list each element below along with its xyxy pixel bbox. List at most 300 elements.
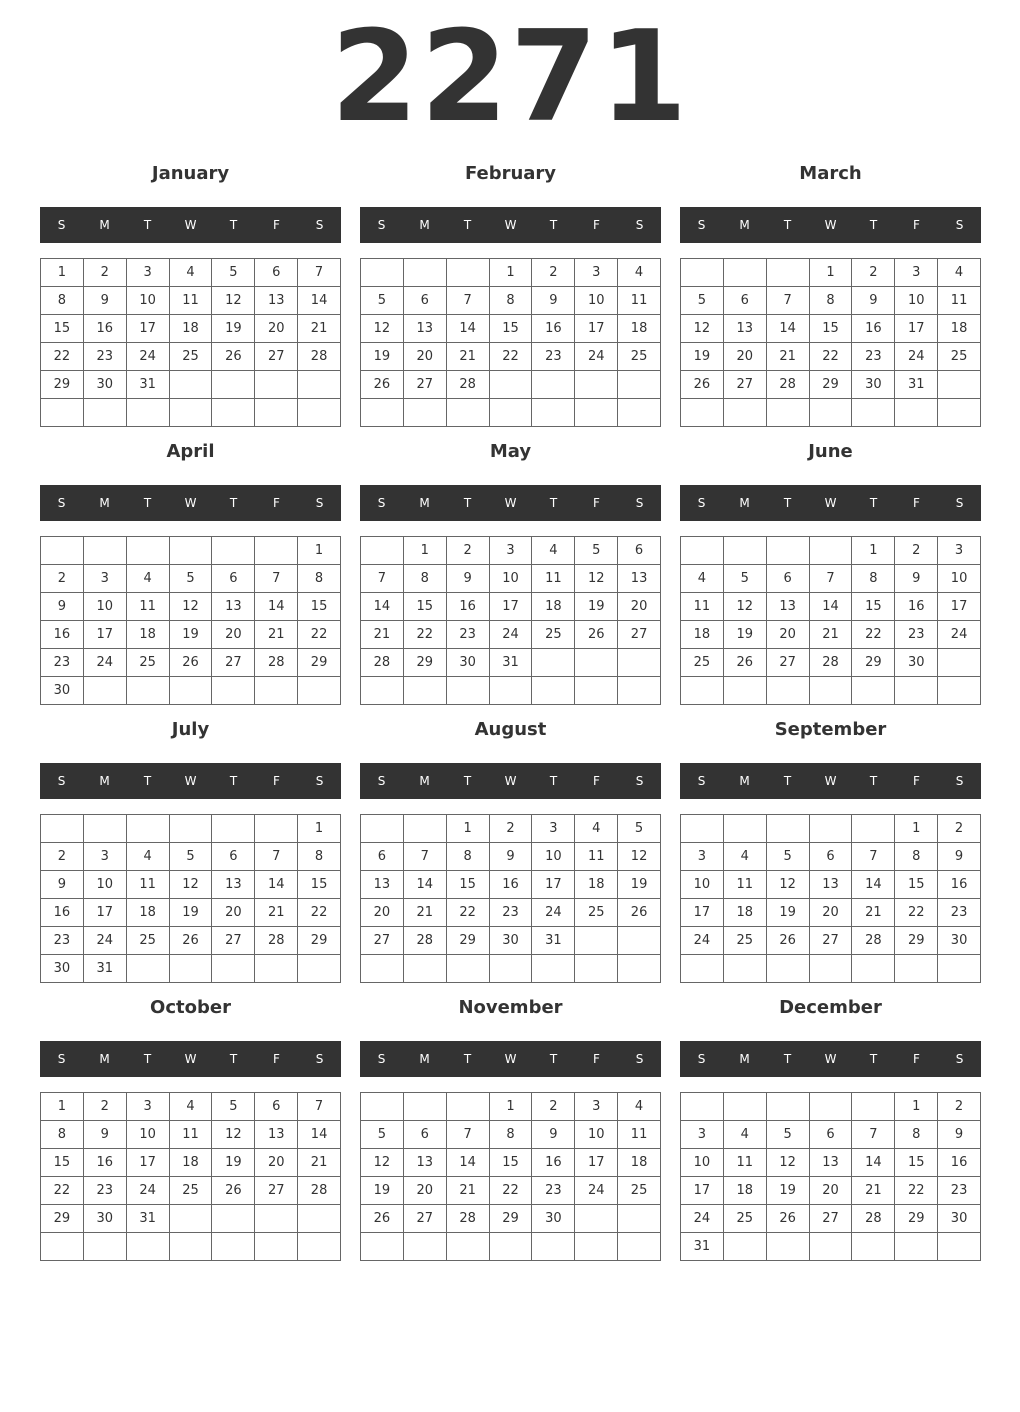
day-cell: 20 [361, 899, 404, 927]
weekday-label: M [419, 496, 430, 510]
day-cell: 13 [404, 1149, 447, 1177]
day-cell: 21 [852, 899, 895, 927]
weekday-label: S [697, 1052, 706, 1066]
day-cell: 25 [532, 621, 575, 649]
day-cell [810, 1233, 853, 1261]
day-cell: 19 [170, 899, 213, 927]
weekday-header [680, 763, 981, 799]
day-cell: 26 [361, 1205, 404, 1233]
weekday-label: W [504, 218, 517, 232]
day-cell: 27 [810, 1205, 853, 1233]
day-cell: 19 [212, 1149, 255, 1177]
day-cell: 11 [618, 287, 661, 315]
weekday-label: M [419, 774, 430, 788]
day-cell [41, 399, 84, 427]
weekday-label: M [739, 218, 750, 232]
day-cell: 14 [298, 1121, 341, 1149]
weekday-label: S [57, 218, 66, 232]
day-cell: 15 [895, 871, 938, 899]
day-cell: 18 [618, 1149, 661, 1177]
day-cell [575, 1233, 618, 1261]
day-cell: 11 [575, 843, 618, 871]
day-cell: 12 [361, 1149, 404, 1177]
day-cell: 20 [212, 899, 255, 927]
day-cell [361, 399, 404, 427]
day-cell [170, 677, 213, 705]
day-cell: 17 [681, 1177, 724, 1205]
day-cell: 24 [895, 343, 938, 371]
day-cell: 9 [84, 287, 127, 315]
day-cell: 5 [212, 1093, 255, 1121]
day-cell [361, 815, 404, 843]
weekday-label: S [635, 774, 644, 788]
day-cell [532, 649, 575, 677]
day-cell: 23 [84, 1177, 127, 1205]
day-cell: 3 [127, 259, 170, 287]
day-cell [852, 677, 895, 705]
day-grid [360, 1092, 661, 1261]
day-cell: 7 [298, 259, 341, 287]
day-cell [361, 677, 404, 705]
day-cell: 21 [404, 899, 447, 927]
day-cell: 1 [404, 537, 447, 565]
day-cell [810, 399, 853, 427]
day-cell: 24 [127, 1177, 170, 1205]
day-cell [681, 259, 724, 287]
day-cell: 26 [212, 1177, 255, 1205]
day-cell: 12 [212, 1121, 255, 1149]
day-cell: 11 [532, 565, 575, 593]
day-cell [895, 1233, 938, 1261]
weekday-label: T [463, 218, 472, 232]
day-cell [404, 677, 447, 705]
day-cell: 12 [575, 565, 618, 593]
day-cell: 2 [41, 843, 84, 871]
day-cell: 24 [490, 621, 533, 649]
day-cell: 8 [41, 1121, 84, 1149]
day-cell: 19 [361, 343, 404, 371]
day-cell: 28 [361, 649, 404, 677]
day-cell: 29 [490, 1205, 533, 1233]
day-cell: 29 [895, 1205, 938, 1233]
day-cell: 11 [127, 871, 170, 899]
day-cell [575, 649, 618, 677]
day-cell: 22 [41, 343, 84, 371]
day-cell [490, 399, 533, 427]
day-cell: 5 [724, 565, 767, 593]
day-cell [895, 399, 938, 427]
day-cell: 20 [255, 1149, 298, 1177]
day-cell [361, 955, 404, 983]
day-cell: 29 [852, 649, 895, 677]
weekday-label: T [869, 1052, 878, 1066]
day-cell: 7 [361, 565, 404, 593]
day-cell [681, 537, 724, 565]
weekday-header [360, 207, 661, 243]
day-cell: 28 [255, 649, 298, 677]
day-cell: 7 [404, 843, 447, 871]
weekday-label: S [315, 1052, 324, 1066]
day-cell [84, 399, 127, 427]
month-calendar [40, 159, 341, 429]
day-cell: 26 [361, 371, 404, 399]
day-cell [212, 537, 255, 565]
day-cell: 8 [490, 1121, 533, 1149]
day-cell: 3 [490, 537, 533, 565]
day-cell: 14 [255, 593, 298, 621]
day-cell [404, 399, 447, 427]
day-cell: 25 [127, 649, 170, 677]
day-cell: 16 [852, 315, 895, 343]
day-cell [618, 927, 661, 955]
day-cell: 1 [895, 815, 938, 843]
day-cell: 19 [361, 1177, 404, 1205]
weekday-label: S [315, 218, 324, 232]
day-cell: 12 [170, 593, 213, 621]
day-cell [212, 1205, 255, 1233]
day-cell: 26 [170, 649, 213, 677]
day-cell [767, 955, 810, 983]
day-cell: 30 [447, 649, 490, 677]
day-cell: 22 [404, 621, 447, 649]
day-cell: 6 [212, 843, 255, 871]
day-cell [724, 1093, 767, 1121]
day-cell: 5 [212, 259, 255, 287]
day-cell: 19 [724, 621, 767, 649]
day-cell: 10 [575, 287, 618, 315]
day-cell: 11 [170, 1121, 213, 1149]
weekday-label: F [273, 218, 280, 232]
weekday-label: T [549, 496, 558, 510]
day-cell [618, 399, 661, 427]
day-cell [724, 677, 767, 705]
day-cell: 16 [490, 871, 533, 899]
weekday-label: F [593, 1052, 600, 1066]
month-calendar [680, 715, 981, 985]
day-cell: 28 [767, 371, 810, 399]
month-calendar [680, 437, 981, 707]
day-cell: 10 [681, 871, 724, 899]
day-cell: 9 [852, 287, 895, 315]
day-cell: 22 [810, 343, 853, 371]
day-cell: 13 [361, 871, 404, 899]
day-cell [938, 649, 981, 677]
day-cell: 3 [84, 843, 127, 871]
day-cell: 1 [41, 259, 84, 287]
day-cell: 5 [170, 843, 213, 871]
day-cell [852, 1233, 895, 1261]
day-cell: 31 [127, 371, 170, 399]
day-cell [618, 1233, 661, 1261]
day-cell: 25 [170, 343, 213, 371]
day-cell: 30 [41, 677, 84, 705]
day-cell [127, 537, 170, 565]
day-cell: 15 [298, 871, 341, 899]
day-cell: 8 [895, 1121, 938, 1149]
day-cell: 27 [404, 371, 447, 399]
weekday-header [360, 485, 661, 521]
weekday-label: F [593, 496, 600, 510]
day-cell [170, 1233, 213, 1261]
day-cell: 11 [170, 287, 213, 315]
day-cell: 29 [41, 1205, 84, 1233]
weekday-label: S [697, 496, 706, 510]
weekday-header [40, 763, 341, 799]
weekday-label: S [315, 496, 324, 510]
day-cell: 15 [41, 315, 84, 343]
weekday-label: F [913, 218, 920, 232]
weekday-label: T [229, 1052, 238, 1066]
day-cell: 20 [810, 899, 853, 927]
day-cell: 21 [298, 1149, 341, 1177]
day-cell: 26 [724, 649, 767, 677]
day-cell [618, 1205, 661, 1233]
day-cell [575, 927, 618, 955]
day-cell: 6 [767, 565, 810, 593]
day-cell: 26 [212, 343, 255, 371]
day-cell: 18 [170, 315, 213, 343]
day-cell: 13 [810, 1149, 853, 1177]
weekday-label: M [99, 1052, 110, 1066]
day-cell: 20 [404, 1177, 447, 1205]
weekday-label: S [377, 218, 386, 232]
weekday-label: W [184, 218, 197, 232]
weekday-header [680, 207, 981, 243]
day-cell [724, 399, 767, 427]
day-cell: 17 [575, 1149, 618, 1177]
day-cell: 15 [447, 871, 490, 899]
day-cell: 22 [447, 899, 490, 927]
weekday-label: W [824, 774, 837, 788]
day-cell: 4 [575, 815, 618, 843]
month-calendar [360, 993, 661, 1263]
day-cell: 4 [532, 537, 575, 565]
day-cell [255, 677, 298, 705]
day-cell: 17 [532, 871, 575, 899]
weekday-label: M [739, 1052, 750, 1066]
day-cell [724, 259, 767, 287]
day-cell: 31 [84, 955, 127, 983]
day-cell: 5 [618, 815, 661, 843]
weekday-label: W [824, 496, 837, 510]
day-cell: 29 [298, 927, 341, 955]
day-cell: 26 [170, 927, 213, 955]
weekday-label: F [593, 774, 600, 788]
day-cell: 15 [895, 1149, 938, 1177]
day-cell: 27 [255, 1177, 298, 1205]
day-cell: 6 [810, 1121, 853, 1149]
day-cell: 10 [895, 287, 938, 315]
weekday-header [360, 763, 661, 799]
day-cell: 19 [681, 343, 724, 371]
day-cell [532, 677, 575, 705]
day-cell: 12 [618, 843, 661, 871]
day-cell [490, 677, 533, 705]
weekday-header [360, 1041, 661, 1077]
weekday-label: M [419, 1052, 430, 1066]
day-cell [575, 955, 618, 983]
day-cell: 2 [490, 815, 533, 843]
day-cell: 11 [618, 1121, 661, 1149]
day-cell: 24 [938, 621, 981, 649]
month-calendar [360, 159, 661, 429]
month-name: December [779, 997, 882, 1018]
weekday-label: T [869, 496, 878, 510]
day-cell: 28 [852, 1205, 895, 1233]
day-cell: 3 [127, 1093, 170, 1121]
day-cell: 21 [255, 899, 298, 927]
day-cell: 9 [490, 843, 533, 871]
day-cell: 15 [41, 1149, 84, 1177]
day-cell: 7 [255, 565, 298, 593]
weekday-header [40, 207, 341, 243]
day-cell: 24 [84, 927, 127, 955]
day-cell: 30 [532, 1205, 575, 1233]
day-cell: 12 [681, 315, 724, 343]
day-cell: 17 [681, 899, 724, 927]
weekday-label: W [504, 1052, 517, 1066]
day-cell [41, 1233, 84, 1261]
day-cell: 9 [41, 871, 84, 899]
day-cell: 28 [852, 927, 895, 955]
day-cell: 30 [852, 371, 895, 399]
day-cell: 21 [767, 343, 810, 371]
day-cell: 30 [938, 927, 981, 955]
day-cell: 18 [532, 593, 575, 621]
weekday-label: T [463, 496, 472, 510]
weekday-label: S [57, 774, 66, 788]
day-cell [681, 1093, 724, 1121]
day-cell [895, 677, 938, 705]
weekday-label: F [593, 218, 600, 232]
day-cell: 30 [41, 955, 84, 983]
day-cell: 14 [852, 871, 895, 899]
day-cell: 15 [490, 1149, 533, 1177]
day-cell [127, 955, 170, 983]
day-cell: 10 [127, 287, 170, 315]
day-cell: 4 [618, 1093, 661, 1121]
day-cell: 3 [84, 565, 127, 593]
day-cell: 15 [404, 593, 447, 621]
day-cell: 27 [212, 927, 255, 955]
month-name: February [464, 163, 557, 184]
day-cell [404, 1093, 447, 1121]
day-cell: 20 [767, 621, 810, 649]
day-cell: 18 [127, 899, 170, 927]
day-cell [127, 677, 170, 705]
day-cell: 29 [447, 927, 490, 955]
weekday-label: M [739, 496, 750, 510]
day-cell: 16 [41, 899, 84, 927]
day-cell: 10 [84, 871, 127, 899]
day-cell: 8 [852, 565, 895, 593]
day-cell: 9 [532, 287, 575, 315]
day-cell [404, 259, 447, 287]
day-cell: 22 [298, 899, 341, 927]
day-cell [852, 1093, 895, 1121]
day-cell: 9 [447, 565, 490, 593]
day-cell: 27 [404, 1205, 447, 1233]
day-cell: 12 [212, 287, 255, 315]
day-cell [361, 1233, 404, 1261]
weekday-label: S [635, 496, 644, 510]
day-cell: 25 [724, 1205, 767, 1233]
day-cell: 19 [618, 871, 661, 899]
day-cell [618, 677, 661, 705]
day-cell: 21 [361, 621, 404, 649]
day-cell: 12 [767, 1149, 810, 1177]
day-cell: 31 [490, 649, 533, 677]
day-cell [298, 371, 341, 399]
day-cell: 21 [255, 621, 298, 649]
day-cell: 27 [810, 927, 853, 955]
day-cell [41, 537, 84, 565]
day-cell: 8 [490, 287, 533, 315]
weekday-label: T [783, 496, 792, 510]
day-cell: 16 [41, 621, 84, 649]
day-cell: 25 [170, 1177, 213, 1205]
day-cell [127, 1233, 170, 1261]
weekday-label: T [869, 774, 878, 788]
day-cell: 27 [212, 649, 255, 677]
day-cell [170, 537, 213, 565]
day-cell: 27 [361, 927, 404, 955]
day-cell: 3 [895, 259, 938, 287]
day-cell: 20 [724, 343, 767, 371]
day-cell: 19 [212, 315, 255, 343]
day-cell: 24 [84, 649, 127, 677]
month-name: August [474, 719, 547, 740]
day-cell: 20 [810, 1177, 853, 1205]
day-cell: 7 [298, 1093, 341, 1121]
weekday-label: T [143, 774, 152, 788]
day-cell: 21 [852, 1177, 895, 1205]
day-cell: 23 [938, 1177, 981, 1205]
day-cell: 14 [255, 871, 298, 899]
day-cell: 24 [532, 899, 575, 927]
day-cell: 24 [681, 927, 724, 955]
day-cell: 30 [84, 1205, 127, 1233]
day-cell [852, 955, 895, 983]
day-cell: 23 [447, 621, 490, 649]
day-cell: 2 [938, 815, 981, 843]
day-grid [680, 536, 981, 705]
day-cell: 29 [404, 649, 447, 677]
day-cell: 25 [575, 899, 618, 927]
month-name: May [489, 441, 532, 462]
day-cell [938, 955, 981, 983]
day-cell: 28 [447, 1205, 490, 1233]
day-cell: 10 [84, 593, 127, 621]
day-cell: 16 [532, 315, 575, 343]
day-cell: 16 [895, 593, 938, 621]
weekday-label: T [783, 218, 792, 232]
weekday-label: S [955, 1052, 964, 1066]
day-cell: 21 [810, 621, 853, 649]
day-cell: 31 [681, 1233, 724, 1261]
weekday-label: F [913, 1052, 920, 1066]
day-cell: 14 [810, 593, 853, 621]
day-cell: 8 [404, 565, 447, 593]
day-cell [724, 1233, 767, 1261]
day-cell: 22 [41, 1177, 84, 1205]
day-cell: 9 [938, 843, 981, 871]
day-cell: 17 [127, 1149, 170, 1177]
day-cell: 13 [618, 565, 661, 593]
year-title: 2271 [330, 3, 690, 150]
day-cell: 8 [298, 843, 341, 871]
day-cell: 4 [127, 843, 170, 871]
